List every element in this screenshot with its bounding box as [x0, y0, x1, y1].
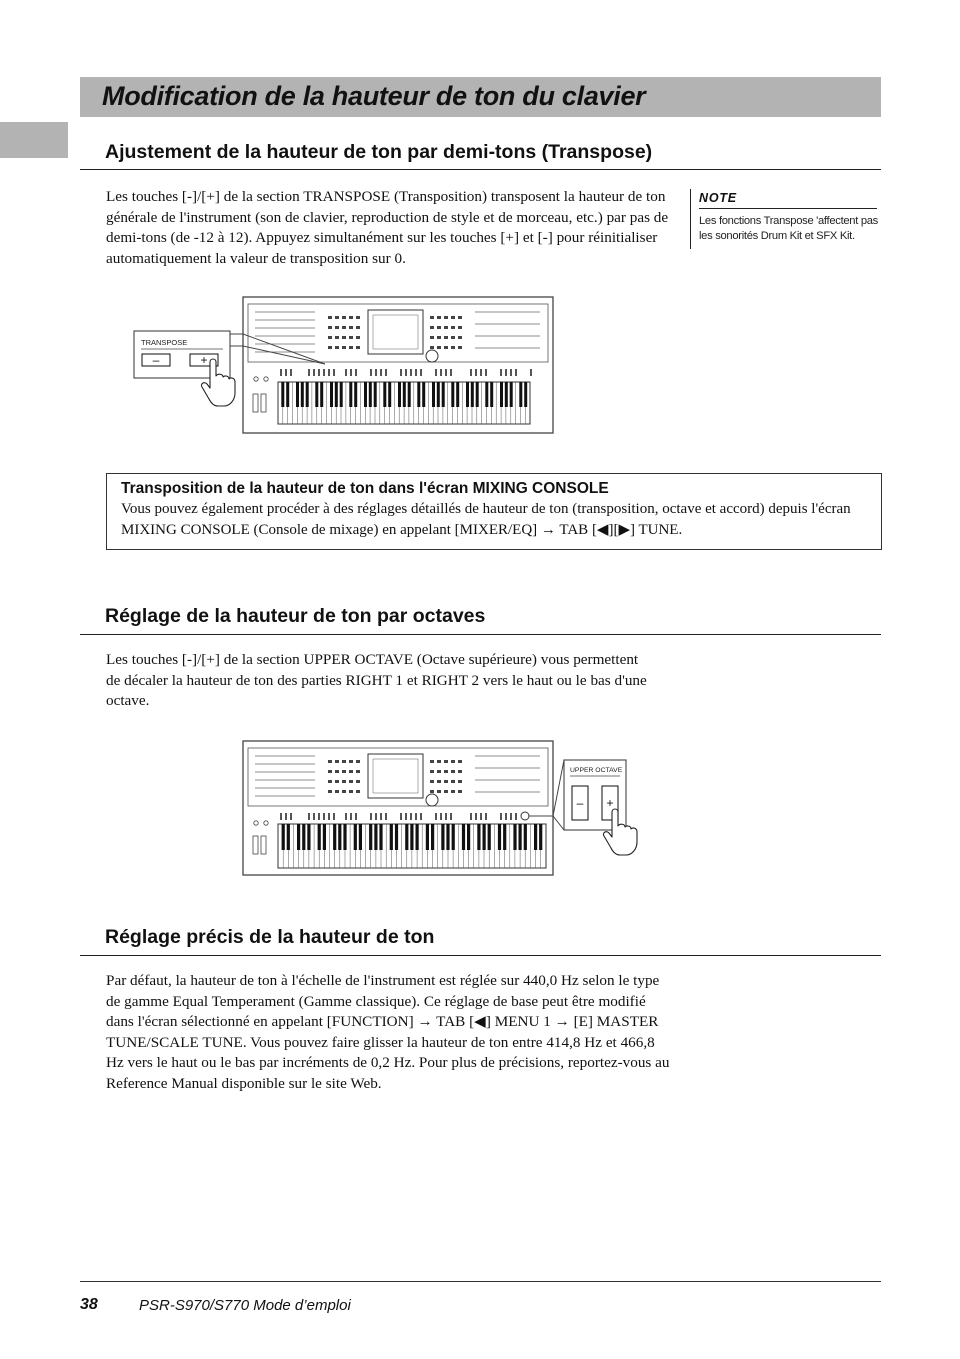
manual-title: PSR-S970/S770 Mode d’emploi	[139, 1297, 351, 1314]
chapter-title: Modification de la hauteur de ton du clavier	[102, 81, 646, 111]
section-heading-octave: Réglage de la hauteur de ton par octaves	[105, 605, 486, 627]
transpose-plus-label: +	[200, 353, 208, 367]
keyboard-transpose-illustration	[130, 296, 555, 436]
mixing-console-title: Transposition de la hauteur de ton dans l'écran MIXING CONSOLE	[121, 480, 609, 497]
octave-plus-label: +	[606, 796, 614, 810]
note-box	[690, 189, 880, 249]
keyboard-body	[243, 741, 553, 875]
chapter-title-bar	[80, 77, 881, 117]
section-rule	[80, 169, 881, 170]
mixing-console-box	[106, 473, 882, 550]
upper-octave-label: UPPER OCTAVE	[570, 767, 623, 774]
octave-minus-label: –	[576, 796, 584, 810]
chapter-side-tab	[0, 122, 68, 158]
note-label: NOTE	[699, 191, 877, 209]
keyboard-octave-illustration	[242, 740, 642, 880]
transpose-label: TRANSPOSE	[141, 338, 188, 347]
section-heading-fine-tune: Réglage précis de la hauteur de ton	[105, 926, 435, 948]
keyboard-body	[243, 297, 553, 433]
footer-rule	[80, 1281, 881, 1282]
section-rule	[80, 634, 881, 635]
section-rule	[80, 955, 881, 956]
transpose-minus-label: –	[152, 353, 160, 367]
note-text: Les fonctions Transpose 'affectent pas les sonorités Drum Kit et SFX Kit.	[699, 215, 878, 242]
page-number: 38	[80, 1296, 98, 1313]
mixing-console-text: Vous pouvez également procéder à des réglages détaillés de hauteur de ton (transposition, octave et accord) depuis l'écran MIXING CONSOLE (Console de mixage) en appelant [MIXER/EQ] → TAB [◀][▶] TUNE.	[121, 501, 851, 538]
transpose-paragraph: Les touches [-]/[+] de la section TRANSPOSE (Transposition) transposent la hauteur de ton générale de l'instrument (son de clavier, reproduction de style et de morceau, etc.) par pas de demi-tons (de -12 à 12). Appuyez simultanément sur les touches [+] et [-] pour réinitialiser automatiquement la valeur de transposition sur 0.	[106, 188, 669, 267]
section-heading-transpose: Ajustement de la hauteur de ton par demi-tons (Transpose)	[105, 141, 653, 163]
fine-tune-paragraph: Par défaut, la hauteur de ton à l'échelle de l'instrument est réglée sur 440,0 Hz selon le type de gamme Equal Temperament (Gamme classique). Ce réglage de base peut être modifié dans l'écran sélectionné en appelant [FUNCTION] → TAB [◀] MENU 1 → [E] MASTER TUNE/SCALE TUNE. Vous pouvez faire glisser la hauteur de ton entre 414,8 Hz et 466,8 Hz vers le haut ou le bas par incréments de 0,2 Hz. Pour plus de précisions, reportez-vous au Reference Manual disponible sur le site Web.	[106, 972, 670, 1092]
octave-paragraph: Les touches [-]/[+] de la section UPPER OCTAVE (Octave supérieure) vous permettent de décaler la hauteur de ton des parties RIGHT 1 et RIGHT 2 vers le haut ou le bas d'une octave.	[106, 651, 647, 710]
